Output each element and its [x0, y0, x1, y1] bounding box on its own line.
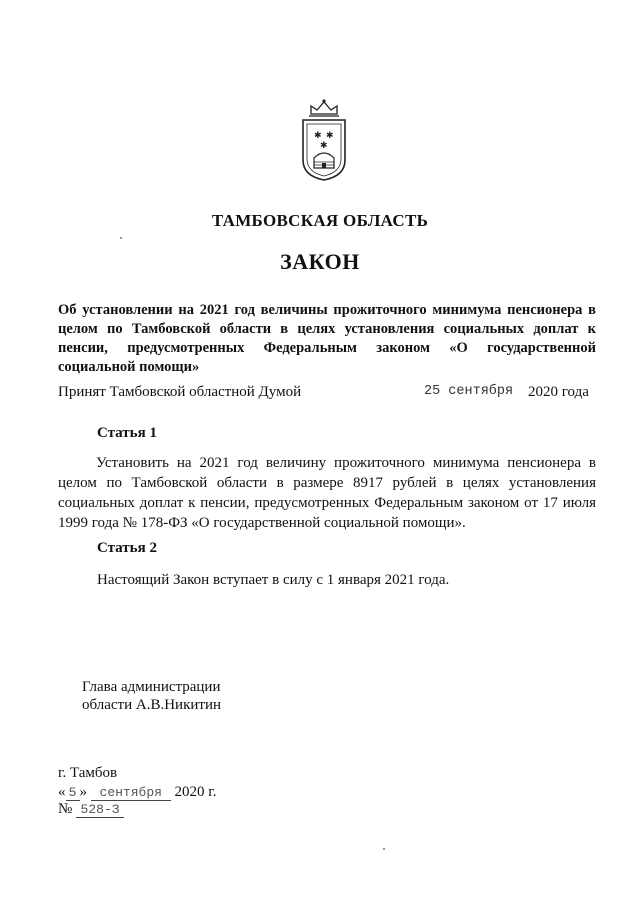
adoption-date: 25 сентября — [424, 384, 514, 399]
law-number-line — [58, 801, 124, 818]
signing-month: сентября — [91, 786, 171, 801]
signing-place: г. Тамбов — [58, 765, 118, 781]
region-name: ТАМБОВСКАЯ ОБЛАСТЬ — [211, 211, 429, 230]
signature-block — [82, 678, 221, 714]
svg-text:✱: ✱ — [314, 131, 322, 141]
svg-text:✱: ✱ — [320, 141, 328, 151]
article-2-heading: Статья 2 — [97, 540, 157, 556]
article-1-heading: Статья 1 — [97, 425, 157, 441]
scan-speck — [383, 848, 385, 850]
svg-text:✱: ✱ — [326, 131, 334, 141]
adoption-text: Принят Тамбовской областной Думой — [58, 384, 302, 400]
scan-speck — [120, 237, 122, 239]
tambov-coat-of-arms-icon — [297, 98, 351, 182]
quote-open: « — [58, 784, 66, 800]
number-label: № — [58, 801, 73, 817]
signing-day: 5 — [66, 786, 80, 801]
signing-date — [58, 784, 216, 801]
article-2-text: Настоящий Закон вступает в силу с 1 января 2021 года. — [97, 572, 450, 588]
law-title: Об установлении на 2021 год величины прожиточного минимума пенсионера в целом по Тамбовской области в целях установления социальных доплат к пенсии, предусмотренных Федеральным законом «О государственной социальной помощи» — [58, 302, 596, 375]
adoption-year: 2020 года — [528, 384, 589, 400]
signature-name: области А.В.Никитин — [82, 697, 222, 713]
quote-close: » — [79, 784, 87, 800]
law-number: 528-З — [76, 803, 124, 818]
document-type: ЗАКОН — [280, 249, 360, 274]
article-1-text: Установить на 2021 год величину прожиточного минимума пенсионера в целом по Тамбовской области в размере 8917 рублей в целях установления социальных доплат к пенсии, предусмотренных Федеральным законом от 17 июля 1999 года № 178-ФЗ «О государственной социальной помощи». — [58, 455, 596, 531]
signature-title: Глава администрации — [82, 679, 221, 695]
signing-year: 2020 г. — [174, 784, 217, 800]
